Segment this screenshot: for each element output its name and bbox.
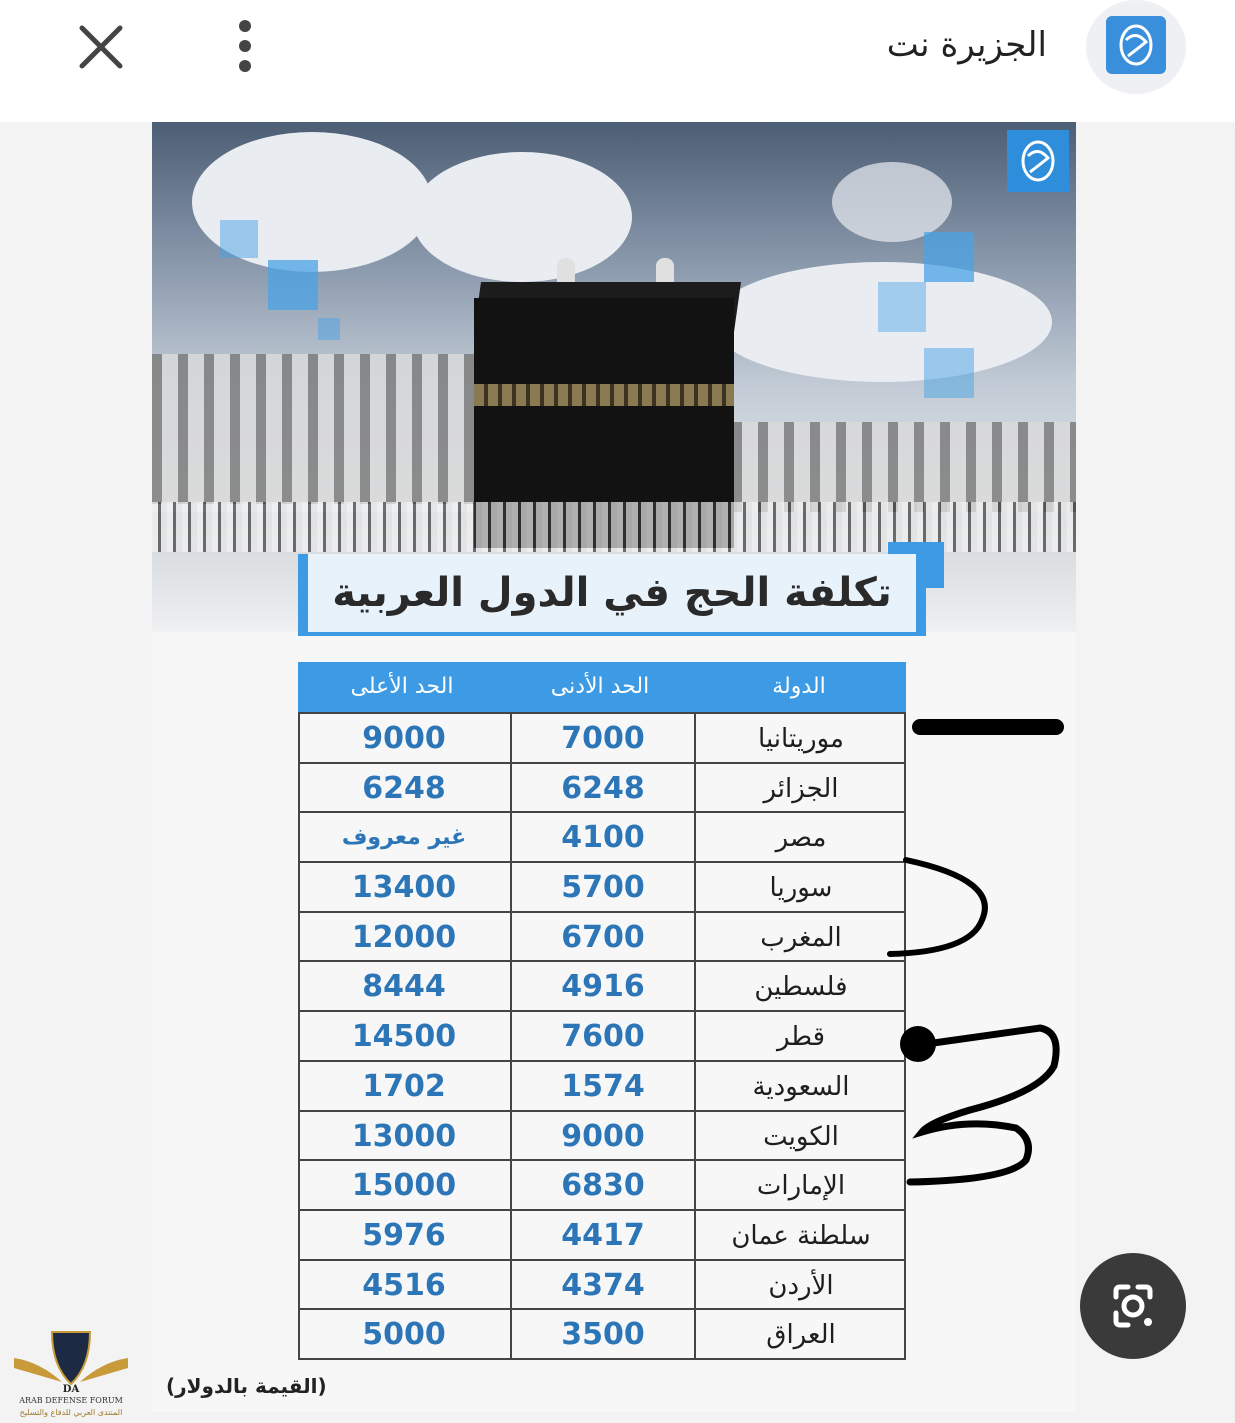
- cell-min: 7600: [510, 1012, 694, 1060]
- google-lens-button[interactable]: [1080, 1253, 1186, 1359]
- forum-name: ARAB DEFENSE FORUM: [19, 1396, 123, 1405]
- cell-min: 5700: [510, 863, 694, 911]
- cell-country: الأردن: [694, 1261, 906, 1309]
- cell-max: 15000: [351, 1168, 457, 1204]
- site-name: الجزيرة نت: [886, 25, 1047, 65]
- cell-min: 3500: [510, 1310, 694, 1358]
- cell-max: 13000: [351, 1118, 457, 1154]
- header-country: الدولة: [772, 674, 826, 699]
- cell-min: 9000: [510, 1112, 694, 1160]
- cell-min: 7000: [510, 714, 694, 762]
- svg-text:DA: DA: [62, 1384, 80, 1395]
- cell-country: قطر: [694, 1012, 906, 1060]
- cell-country: فلسطين: [694, 962, 906, 1010]
- cell-max: 5976: [362, 1217, 446, 1253]
- cell-min: 1574: [510, 1062, 694, 1110]
- cell-min: 4100: [510, 813, 694, 861]
- cell-country: العراق: [694, 1310, 906, 1358]
- cell-country: موريتانيا: [694, 714, 906, 762]
- forum-emblem-icon: [10, 1322, 132, 1396]
- forum-watermark: [10, 1322, 132, 1418]
- cell-min: 4374: [510, 1261, 694, 1309]
- cell-country: مصر: [694, 813, 906, 861]
- cell-min: 4916: [510, 962, 694, 1010]
- cell-max: 4516: [362, 1267, 446, 1303]
- cell-max: 13400: [351, 870, 457, 906]
- cell-min: 6700: [510, 913, 694, 961]
- cell-min: 6830: [510, 1161, 694, 1209]
- cell-max: 5000: [362, 1317, 446, 1353]
- cell-country: المغرب: [694, 913, 906, 961]
- header-max: الحد الأعلى: [350, 674, 454, 699]
- header-min: الحد الأدنى: [550, 674, 650, 699]
- cell-max: غير معروف: [341, 825, 467, 851]
- google-lens-icon: [1080, 1253, 1186, 1359]
- cell-max: 12000: [351, 919, 457, 955]
- cell-max: 8444: [362, 969, 446, 1005]
- cell-country: الكويت: [694, 1112, 906, 1160]
- cell-max: 9000: [362, 721, 446, 756]
- cell-max: 6248: [362, 770, 446, 806]
- cell-country: سلطنة عمان: [694, 1211, 906, 1259]
- cell-max: 1702: [362, 1068, 446, 1104]
- forum-arabic-name: المنتدى العربي للدفاع والتسليح: [19, 1408, 123, 1417]
- cell-country: سوريا: [694, 863, 906, 911]
- cell-min: 4417: [510, 1211, 694, 1259]
- cell-min: 6248: [510, 764, 694, 812]
- cell-max: 14500: [351, 1019, 457, 1055]
- currency-note: (القيمة بالدولار): [166, 1374, 327, 1398]
- cell-country: الإمارات: [694, 1161, 906, 1209]
- cell-country: الجزائر: [694, 764, 906, 812]
- cell-country: السعودية: [694, 1062, 906, 1110]
- infographic-title: تكلفة الحج في الدول العربية: [332, 570, 892, 616]
